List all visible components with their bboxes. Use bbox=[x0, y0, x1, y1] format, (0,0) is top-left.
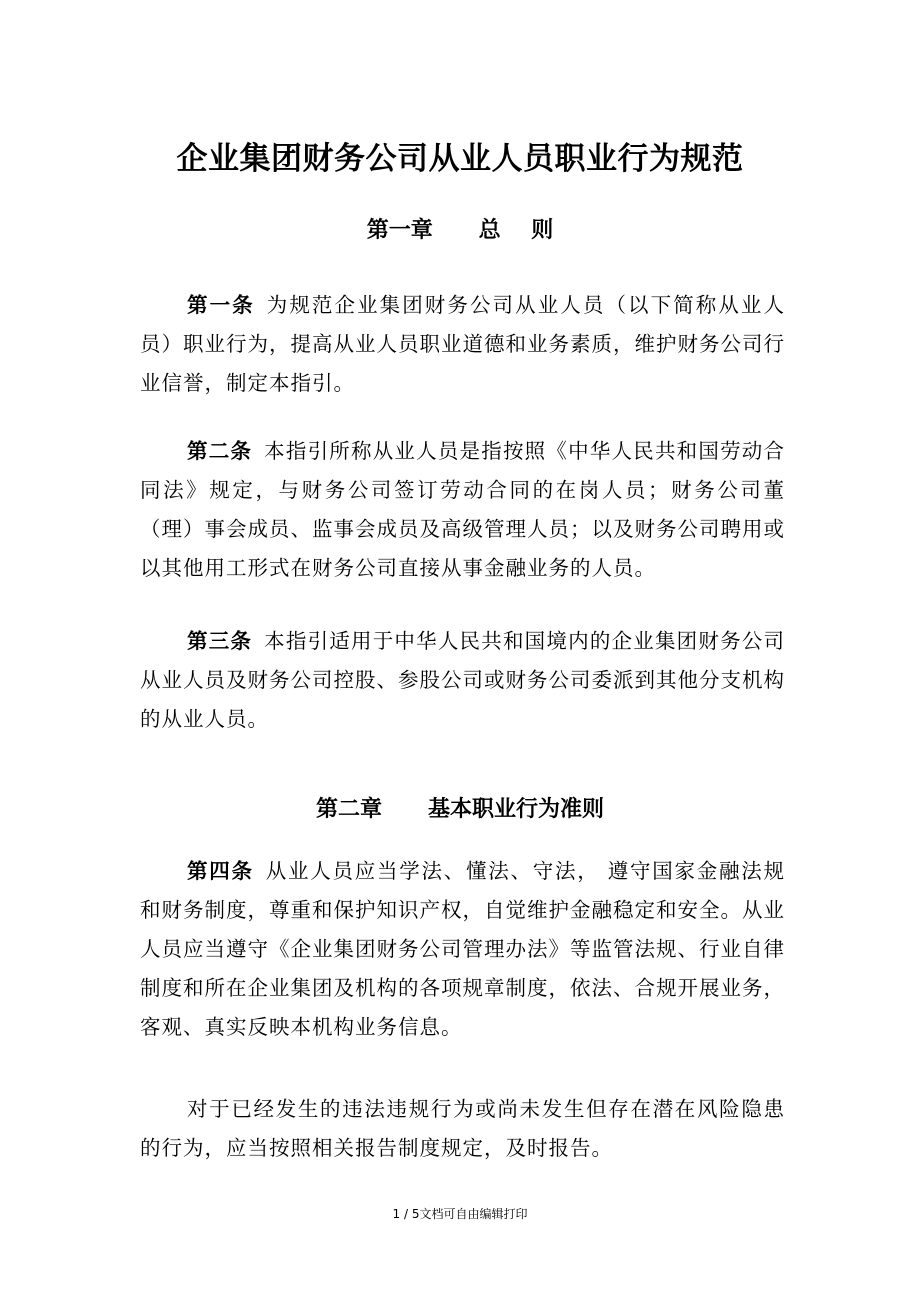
article-3 bbox=[140, 622, 785, 739]
article-text: 本指引所称从业人员是指按照《中华人民共和国劳动合同法》规定，与财务公司签订劳动合同的在岗人员；财务公司董（理）事会成员、监事会成员及高级管理人员；以及财务公司聘用或以其他用工形式在财务公司直接从事金融业务的人员。 bbox=[140, 439, 786, 580]
article-label: 第二条 bbox=[187, 439, 253, 463]
article-label: 第一条 bbox=[187, 293, 255, 317]
article-text: 为规范企业集团财务公司从业人员（以下简称从业人员）职业行为，提高从业人员职业道德和业务素质，维护财务公司行业信誉，制定本指引。 bbox=[140, 293, 786, 395]
page-footer: 1 / 5文档可自由编辑打印 bbox=[392, 1207, 528, 1221]
article-text: 本指引适用于中华人民共和国境内的企业集团财务公司从业人员及财务公司控股、参股公司或财务公司委派到其他分支机构的从业人员。 bbox=[140, 629, 786, 731]
document-title: 企业集团财务公司从业人员职业行为规范 bbox=[176, 141, 744, 177]
article-label: 第三条 bbox=[187, 629, 253, 653]
chapter-heading-2: 第二章 基本职业行为准则 bbox=[316, 797, 604, 822]
article-text: 从业人员应当学法、懂法、守法， 遵守国家金融法规和财务制度，尊重和保护知识产权，自觉维护金融稳定和安全。从业人员应当遵守《企业集团财务公司管理办法》等监管法规、行业自律制度和所在企业集团及机构的各项规章制度，依法、合规开展业务，客观、真实反映本机构业务信息。 bbox=[140, 859, 786, 1039]
body-paragraph: 对于已经发生的违法违规行为或尚未发生但存在潜在风险隐患的行为，应当按照相关报告制度规定，及时报告。 bbox=[140, 1097, 785, 1160]
article-1 bbox=[140, 286, 785, 403]
chapter-heading-1: 第一章 总 则 bbox=[366, 218, 554, 243]
article-2 bbox=[140, 432, 785, 588]
article-4 bbox=[140, 852, 785, 1047]
article-label: 第四条 bbox=[187, 859, 254, 883]
